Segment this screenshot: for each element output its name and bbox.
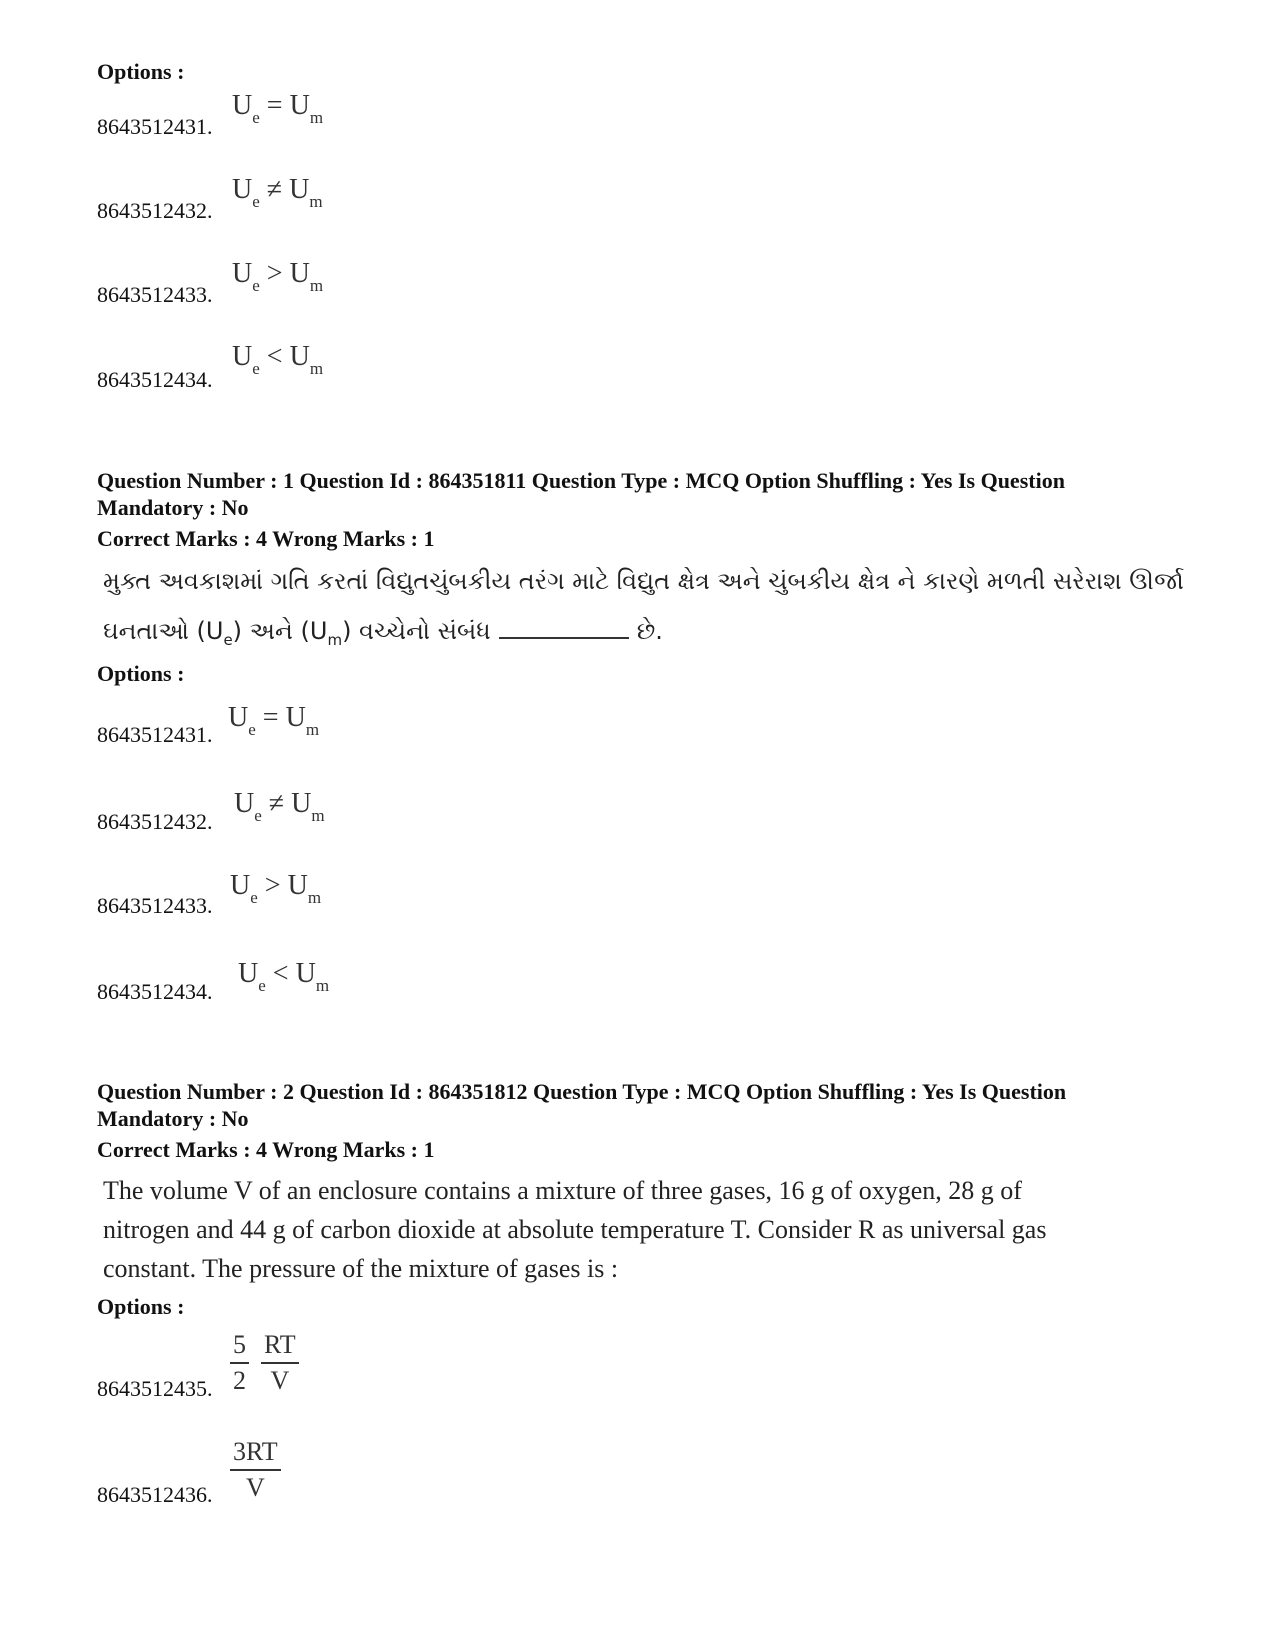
option-formula xyxy=(230,1330,299,1396)
option-formula: $U_e > U_m$ xyxy=(230,870,322,907)
option-formula: $U_e \ne U_m$ xyxy=(234,788,325,825)
option-id: 8643512432. xyxy=(97,198,213,223)
option-id: 8643512431. xyxy=(97,722,213,747)
option-formula: $U_e < U_m$ xyxy=(238,958,330,995)
question-text: The volume V of an enclosure contains a mixture of three gases, 16 g of oxygen, 28 g of nitrogen and 44 g of carbon dioxide at absolute temperature T. Consider R as universal gas constant. The pressure of the mixture of gases is : xyxy=(103,1176,1047,1283)
fraction: $\frac{RT}{V}$ xyxy=(261,1330,299,1396)
option-formula xyxy=(230,1437,281,1503)
option-formula: $U_e = U_m$ xyxy=(232,90,324,127)
fraction: $\frac{5}{2}$ xyxy=(230,1330,249,1396)
option-id: 8643512433. xyxy=(97,893,213,918)
question-header: Question Number : 1 Question Id : 864351811 Question Type : MCQ Option Shuffling : Yes Is Question Mandatory : No xyxy=(97,468,1065,520)
options-label: Options : xyxy=(97,59,185,84)
option-formula: $U_e < U_m$ xyxy=(232,341,324,378)
option-id: 8643512432. xyxy=(97,809,213,834)
fraction: $\frac{3RT}{V}$ xyxy=(230,1437,281,1503)
answer-blank xyxy=(499,615,629,639)
question-marks: Correct Marks : 4 Wrong Marks : 1 xyxy=(97,526,435,551)
options-label: Options : xyxy=(97,661,185,686)
option-id: 8643512433. xyxy=(97,282,213,307)
question-header: Question Number : 2 Question Id : 864351812 Question Type : MCQ Option Shuffling : Yes Is Question Mandatory : No xyxy=(97,1079,1067,1131)
question-marks: Correct Marks : 4 Wrong Marks : 1 xyxy=(97,1137,435,1162)
option-id: 8643512435. xyxy=(97,1376,213,1401)
option-id: 8643512434. xyxy=(97,979,213,1004)
options-label: Options : xyxy=(97,1294,185,1319)
option-id: 8643512431. xyxy=(97,114,213,139)
option-id: 8643512434. xyxy=(97,367,213,392)
option-formula: $U_e = U_m$ xyxy=(228,702,320,739)
option-formula: $U_e > U_m$ xyxy=(232,258,324,295)
question-text: મુક્ત અવકાશમાં ગતિ કરતાં વિદ્યુતચુંબકીય તરંગ માટે વિદ્યુત ક્ષેત્ર અને ચુંબકીય ક્ષેત્ર ને કારણે મળતી સરેરાશ ઊર્જા ઘનતાઓ $(U_e)$ અને $(U_m)$ વચ્ચેનો સંબંધ છે. xyxy=(103,567,1184,649)
option-formula: $U_e \ne U_m$ xyxy=(232,174,323,211)
option-id: 8643512436. xyxy=(97,1482,213,1507)
